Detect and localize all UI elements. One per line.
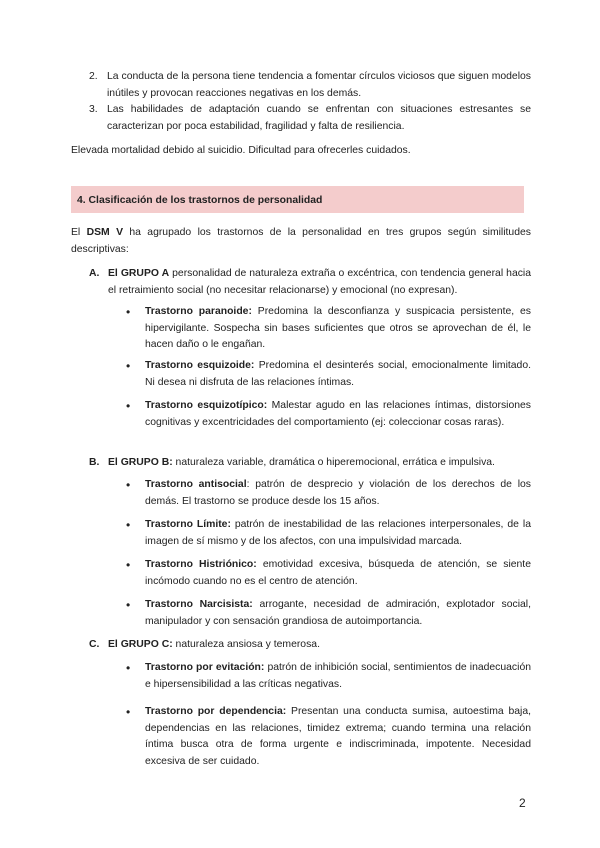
disorder-name: Trastorno por dependencia: <box>145 706 287 717</box>
group-description: naturaleza ansiosa y temerosa. <box>172 639 320 650</box>
list-item <box>126 477 531 510</box>
list-item <box>126 517 531 550</box>
group-letter: A. <box>89 268 100 279</box>
page-number: 2 <box>519 796 526 810</box>
disorder-description: Predomina la desconfianza y suspicacia persistente, es hipervigilante. Sospecha sin bases suficientes que otros se aprovechan de él, le hacen daño o le engañan. <box>145 306 531 350</box>
list-item <box>126 660 531 693</box>
bullet-icon: • <box>126 359 131 373</box>
list-item <box>126 704 531 770</box>
list-item <box>126 304 531 354</box>
disorder-description: patrón de inhibición social, sentimientos de inadecuación e hipersensibilidad a las críticas negativas. <box>145 662 531 690</box>
bullet-icon: • <box>126 598 131 612</box>
list-item <box>126 557 531 590</box>
group-c-heading <box>89 637 531 654</box>
bullet-icon: • <box>126 661 131 675</box>
item-text: La conducta de la persona tiene tendencia a fomentar círculos viciosos que siguen modelos inútiles y provocan reacciones negativas en los demás. <box>107 71 531 99</box>
group-title: El GRUPO C: <box>108 639 173 650</box>
dsm-label: DSM V <box>86 227 123 238</box>
group-description: naturaleza variable, dramática o hiperemocional, errática e impulsiva. <box>172 457 495 468</box>
disorder-description: patrón de inestabilidad de las relaciones interpersonales, de la imagen de sí mismo y de los afectos, con una impulsividad marcada. <box>145 519 531 547</box>
group-b-heading <box>89 455 531 472</box>
item-number: 2. <box>89 71 98 82</box>
bullet-icon: • <box>126 705 131 719</box>
bullet-icon: • <box>126 305 131 319</box>
disorder-name: Trastorno Narcisista: <box>145 599 253 610</box>
section-heading: 4. Clasificación de los trastornos de personalidad <box>71 186 524 213</box>
intro-paragraph <box>71 225 531 258</box>
bullet-icon: • <box>126 558 131 572</box>
intro-text-post: ha agrupado los trastornos de la personalidad en tres grupos según similitudes descriptivas: <box>71 227 531 255</box>
disorder-description: arrogante, necesidad de admiración, explotador social, manipulador y con sensación grandiosa de autoimportancia. <box>145 599 531 627</box>
bullet-icon: • <box>126 518 131 532</box>
disorder-name: Trastorno paranoide: <box>145 306 252 317</box>
group-title: El GRUPO A <box>108 268 170 279</box>
intro-text-pre: El <box>71 227 87 238</box>
disorder-name: Trastorno esquizoide: <box>145 360 255 371</box>
list-item <box>89 69 531 102</box>
group-title: El GRUPO B: <box>108 457 173 468</box>
disorder-description: emotividad excesiva, búsqueda de atención, se siente incómodo cuando no es el centro de atención. <box>145 559 531 587</box>
item-text: Las habilidades de adaptación cuando se enfrentan con situaciones estresantes se caracterizan por poca estabilidad, fragilidad y falta de resiliencia. <box>107 104 531 132</box>
group-description: personalidad de naturaleza extraña o excéntrica, con tendencia general hacia el retraimiento social (no necesitar relacionarse) y emocional (no expresan). <box>108 268 532 296</box>
item-number: 3. <box>89 104 98 115</box>
list-item <box>126 398 531 431</box>
list-item <box>126 358 531 391</box>
disorder-name: Trastorno antisocial <box>145 479 247 490</box>
disorder-name: Trastorno Límite: <box>145 519 231 530</box>
disorder-name: Trastorno Histriónico: <box>145 559 257 570</box>
mortality-note: Elevada mortalidad debido al suicidio. Dificultad para ofrecerles cuidados. <box>71 145 411 156</box>
bullet-icon: • <box>126 399 131 413</box>
group-a-heading <box>89 266 531 299</box>
disorder-description: Presentan una conducta sumisa, autoestima baja, dependencias en las relaciones, timidez extrema; cuando termina una relación íntima busca otra de forma urgente e indiscriminada, impotente. Necesidad excesiva de ser cuidado. <box>145 706 531 767</box>
numbered-list <box>89 69 531 135</box>
disorder-description: Malestar agudo en las relaciones íntimas, distorsiones cognitivas y excentricidades del comportamiento (ej: coleccionar cosas raras). <box>145 400 531 428</box>
group-letter: C. <box>89 639 100 650</box>
disorder-name: Trastorno esquizotípico: <box>145 400 268 411</box>
group-letter: B. <box>89 457 100 468</box>
list-item <box>126 597 531 630</box>
bullet-icon: • <box>126 478 131 492</box>
disorder-description: Predomina el desinterés social, emocionalmente limitado. Ni desea ni disfruta de las relaciones íntimas. <box>145 360 531 388</box>
disorder-name: Trastorno por evitación: <box>145 662 265 673</box>
list-item <box>89 102 531 135</box>
disorder-description: : patrón de desprecio y violación de los derechos de los demás. El trastorno se produce desde los 15 años. <box>145 479 531 507</box>
